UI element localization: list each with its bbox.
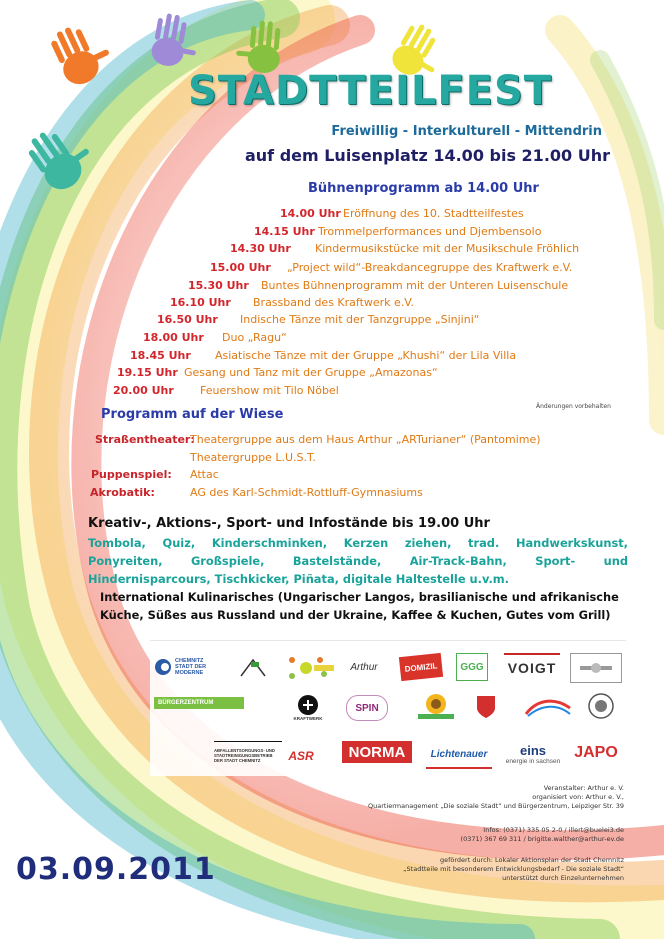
schedule-time: 16.50 Uhr (157, 313, 218, 326)
event-date: 03.09.2011 (16, 852, 216, 887)
schedule-desc: Indische Tänze mit der Tanzgruppe „Sinjini“ (240, 313, 480, 326)
schedule-desc: Buntes Bühnenprogramm mit der Unteren Luisenschule (261, 279, 569, 292)
eins-logo-text: eins (519, 743, 546, 758)
schedule-time: 15.00 Uhr (210, 261, 271, 274)
quartier-line: Quartiermanagement „Die soziale Stadt“ und Bürgerzentrum, Leipziger Str. 39 (368, 802, 624, 810)
chemnitz-mark-icon (154, 658, 172, 676)
schedule-time: 16.10 Uhr (170, 296, 231, 309)
meadow-label: Puppenspiel: (91, 468, 172, 481)
event-location-time: auf dem Luisenplatz 14.00 bis 21.00 Uhr (244, 146, 610, 165)
japo-logo: JAPO (574, 744, 618, 761)
event-subtitle: Freiwillig - Interkulturell - Mittendrin (331, 124, 602, 139)
ggg-logo: GGG (456, 653, 488, 681)
schedule-time: 14.00 Uhr (280, 207, 341, 220)
kraftwerk-logo-text: KRAFTWERK (293, 715, 323, 721)
funding-info (403, 856, 624, 883)
funding-line-3: unterstützt durch Einzelunternehmen (502, 874, 624, 882)
kraftwerk-logo (290, 691, 326, 723)
norma-logo: NORMA (342, 741, 412, 763)
contact-info (461, 826, 624, 844)
meadow-desc: Theatergruppe aus dem Haus Arthur „ARTurianer“ (Pantomime) (190, 433, 541, 446)
contact-line-2: (0371) 367 69 311 / brigitte.walther@arthur-ev.de (460, 835, 624, 843)
animal-emblem-icon (587, 692, 615, 720)
schedule-time: 18.45 Uhr (130, 349, 191, 362)
kitchen-logo (570, 653, 622, 683)
asr-org-text: ABFALLENTSORGUNGS- UND STADTREINIGUNGSBETRIEB DER STADT CHEMNITZ (214, 741, 282, 768)
kraftwerk-mark-icon (297, 694, 319, 716)
organized-by-line: organisiert von: Arthur e. V., (532, 793, 624, 801)
schedule-desc: Gesang und Tanz mit der Gruppe „Amazonas“ (184, 366, 438, 379)
changes-note: Änderungen vorbehalten (536, 403, 611, 410)
schedule-time: 14.15 Uhr (254, 225, 315, 238)
schedule-desc: Brassband des Kraftwerk e.V. (253, 296, 414, 309)
funding-line-2: „Stadtteile mit besonderem Entwicklungsbedarf - Die soziale Stadt“ (403, 865, 624, 873)
sponsor-logos (150, 640, 626, 776)
schedule-time: 20.00 Uhr (113, 384, 174, 397)
schedule-desc: Feuershow mit Tilo Nöbel (200, 384, 339, 397)
schedule-desc: Asiatische Tänze mit der Gruppe „Khushi“ der Lila Villa (215, 349, 517, 362)
schedule-time: 15.30 Uhr (188, 279, 249, 292)
meadow-desc: AG des Karl-Schmidt-Rottluff-Gymnasiums (190, 486, 423, 499)
network-mark-icon (284, 654, 336, 682)
network-logo (282, 653, 338, 683)
organizer-line: Veranstalter: Arthur e. V. (543, 784, 624, 792)
stage-program-heading: Bühnenprogramm ab 14.00 Uhr (308, 181, 539, 196)
sunflower-logo (412, 691, 460, 721)
culinary-text: International Kulinarisches (Ungarischer Langos, brasilianische und afrikanische Küche, Süßes aus Russland und der Ukraine, Kaffee & Kuchen, Gutes vom Grill) (100, 590, 619, 622)
event-title: STADTTEILFEST (188, 68, 553, 114)
swoosh-icon (522, 694, 574, 720)
sunflower-mark-icon (414, 692, 458, 720)
schedule-desc: Duo „Ragu“ (222, 331, 287, 344)
contact-line-1: Infos: (0371) 335 05 2-0 / illert@buelei3.de (483, 826, 624, 834)
asr-logo: ASR (288, 749, 314, 763)
soziale-stadt-mark-icon (238, 656, 268, 680)
new-chance-logo (520, 693, 576, 721)
organizer-info (368, 784, 624, 811)
meadow-desc: Attac (190, 468, 219, 481)
eins-logo (500, 739, 566, 769)
domizil-logo: DOMIZIL (399, 653, 443, 681)
salvation-army-logo (474, 693, 498, 721)
eins-logo-subtext: energie in sachsen (505, 758, 561, 765)
shield-icon (475, 694, 497, 720)
schedule-time: 14.30 Uhr (230, 242, 291, 255)
buergerzentrum-logo: BÜRGERZENTRUM (154, 697, 244, 709)
schedule-time: 18.00 Uhr (143, 331, 204, 344)
schedule-time: 19.15 Uhr (117, 366, 178, 379)
chemnitz-logo (154, 655, 220, 679)
arthur-logo: Arthur (350, 661, 378, 673)
funding-line-1: gefördert durch: Lokaler Aktionsplan der Stadt Chemnitz (439, 856, 624, 864)
kitchen-mark-icon (576, 658, 616, 678)
animal-logo (586, 691, 616, 721)
meadow-program-heading: Programm auf der Wiese (101, 407, 284, 422)
schedule-desc: Kindermusikstücke mit der Musikschule Fröhlich (315, 242, 580, 255)
chemnitz-logo-text: CHEMNITZ STADT DER MODERNE (175, 658, 207, 676)
lichtenauer-logo: Lichtenauer (426, 741, 492, 769)
schedule-desc: „Project wild“-Breakdancegruppe des Kraftwerk e.V. (287, 261, 573, 274)
stands-heading: Kreativ-, Aktions-, Sport- und Infostände bis 19.00 Uhr (88, 516, 490, 531)
meadow-label: Akrobatik: (90, 486, 155, 499)
meadow-desc: Theatergruppe L.U.S.T. (190, 451, 316, 464)
schedule-desc: Eröffnung des 10. Stadtteilfestes (343, 207, 524, 220)
stands-activities: Tombola, Quiz, Kinderschminken, Kerzen ziehen, trad. Handwerkskunst, Ponyreiten, Großspiele, Bastelstände, Air-Track-Bahn, Sport- und Hindernisparcours, Tischkicker, Piñata, digitale Haltestelle u.v.m. (88, 536, 628, 586)
meadow-label: Straßentheater: (95, 433, 195, 446)
soziale-stadt-logo (236, 655, 270, 681)
schedule-desc: Trommelperformances und Djembensolo (318, 225, 542, 238)
spin-logo: SPIN (346, 695, 388, 721)
voigt-logo: VOIGT (504, 653, 560, 681)
